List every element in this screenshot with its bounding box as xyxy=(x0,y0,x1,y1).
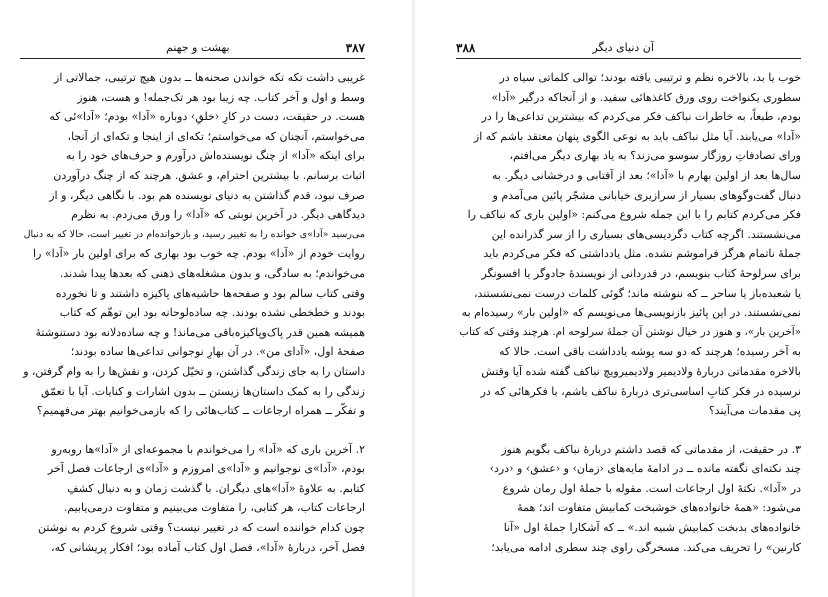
text-line: وقتی کتاب سالم بود و صفحه‌ها حاشیه‌های پاکیزه داشتند و تا نخورده xyxy=(55,286,365,300)
paragraph xyxy=(20,440,365,558)
text-line: می‌نشستند. اگرچه کتاب دگردیسی‌های بسیاری را از سر گذرانده این xyxy=(491,227,801,241)
text-line: ورای تصادفاتِ روزگار سوسو می‌زند؟ به یاد بهاری دیگر می‌افتم، xyxy=(509,149,801,163)
text-line: به آخر رسیده؛ هرچند که دو سه پوشه یادداشت باقی است. حالا که xyxy=(498,345,801,359)
text-line: چند نکته‌ای نگفته مانده ــ در ادامهٔ مایه‌های ‹زمان› و ‹عشق› و ‹درد› xyxy=(489,462,801,476)
text-line: نرسیده در فکر کتابِ اساسی‌تری دربارهٔ نباکف باشم، با فکرهائی که در xyxy=(480,384,801,398)
text-line: جملهٔ ناتمام هرگز فراموشم نشده. مثل یادداشتی که فکر می‌کردم باید xyxy=(483,247,801,261)
text-line: چون کدام خواننده است که در تغییر نیست؟ وقتی شروع کردم به نوشتن xyxy=(37,521,365,535)
text-line: «آدا» می‌یابند. آیا مثل نباکف باید به نوعی الگوی پنهان معتقد باشم که از xyxy=(473,129,801,143)
text-line: کارنین» را تحریف می‌کند. مسخرگی راوی چند سطری ادامه می‌یابد؛ xyxy=(491,540,801,554)
text-line: فصل آخر، دربارهٔ «آدا»، فصل اول کتاب آماده بود؛ افکار پریشانی که، xyxy=(51,540,365,554)
text-line: می‌شود: «همهٔ خانواده‌های خوشبخت کمابیش متفاوت اند؛ همهٔ xyxy=(517,501,801,515)
right-page-number: ۳۸۸ xyxy=(456,41,476,55)
text-line: وسط و اول و آخر کتاب. چه زیبا بود هر تک‌جمله! و هست، هنوز xyxy=(77,90,365,104)
text-line: می‌رسید «آدا»ی خوانده را به تغییر رسید، و بازخوانده‌ام در تغییر است، حالا که به دنبال xyxy=(23,228,365,240)
text-line: نمی‌نشستند. در این پائیز بازنویسی‌ها می‌نویسم که «اولین بار» رسیده‌ام به xyxy=(461,306,801,320)
text-line: زندگی را به کمک داستان‌ها زیستن ــ بدون اشارات و کنایات. آیا با تعمّق xyxy=(40,384,365,398)
text-line: فکر می‌کردم کتابم را با این جمله شروع می‌کنم: «اولین باری که نباکف را xyxy=(467,208,801,222)
text-line: صرف نبود، قدم گذاشتن به دنیای نویسنده هم بود. با نگاهی دیگر، و از xyxy=(49,188,365,202)
text-line: داستان را به جای زندگی گذاشتن، و تخیّل کردن، و نقش‌ها را به وام گرفتن، و xyxy=(23,364,365,378)
text-line: پی مقدمات می‌آیند؟ xyxy=(708,404,801,418)
text-line: می‌خواندم؛ به سادگی، و بدون مشغله‌های ذهنی که بعدها پیدا شدند. xyxy=(59,266,365,280)
paragraph xyxy=(456,440,801,558)
text-line: «آخرین بار»، و هنوز در خیال نوشتن آن جملهٔ سرلوحه ام. هرچند وقتی که کتاب xyxy=(459,325,801,338)
right-page xyxy=(414,0,828,597)
text-line: در «آدا». نکتهٔ اول ارجاعات است. مقوله‌ با جملهٔ اول رمان شروع xyxy=(502,481,801,495)
left-header-rule xyxy=(20,58,365,59)
text-line: همیشه همین قدر پاک‌وپاکیزه‌باقی می‌ماند! و چه ساده‌دلانه بود دستنوشتهٔ xyxy=(35,325,365,339)
text-line: ارجاعات کتاب، هر کتابی، را متفاوت می‌بینیم و متفاوت درمی‌یابیم. xyxy=(63,501,365,515)
right-page-header xyxy=(456,40,801,56)
text-line: هست. در حقیقت، دست در کارِ ‹خلقِ› دوباره «آدا» بودم؛ «آدا»ئی که xyxy=(49,110,365,124)
text-line: سال‌ها بعد از اولین بهارم با «آدا»؛ بعد از آفتابی و درخشانی دیگر. به xyxy=(491,168,801,182)
text-line: اثبات برسانم. با بیشترین احترام، و عشق. هرچند که از چنگ درآوردن xyxy=(53,168,365,182)
text-line: بودم، «آدا»ی نوجوانیم و «آدا»ی امروزم و «آدا»ی ارجاعات فصل آخر xyxy=(47,462,365,476)
left-page-number: ۳۸۷ xyxy=(345,41,365,55)
text-line: خوب یا بد، بالاخره نظم و ترتیبی یافته بودند؛ توالی کلماتی سیاه در xyxy=(499,71,801,84)
left-page-body xyxy=(20,68,365,557)
paragraph xyxy=(456,68,801,421)
text-line: می‌خواستم، آنچنان که می‌خواستم؛ تکه‌ای از اینجا و تکه‌ای از آنجا، xyxy=(67,129,365,143)
right-page-body xyxy=(456,68,801,557)
text-line: و تفکّر ــ همراه ارجاعات ــ کتاب‌هائی را که بازمی‌خوانیم بهتر می‌فهمیم؟ xyxy=(36,404,365,418)
text-line: غریبی داشت تکه تکه خواندن صحنه‌ها ــ بدون هیچ ترتیبی، جمالاتی از xyxy=(54,71,365,84)
text-line: بودند و خطخطی نشده بودند. چه ساده‌لوحانه بود این توهّم که کتاب xyxy=(59,306,365,320)
right-header-rule xyxy=(456,58,801,59)
text-line: بودم، طبعاً، به خاطرات نباکف فکر می‌کردم که بیشترین تداعی‌ها را در xyxy=(481,110,801,124)
text-line: سطوری یکنواخت روی ورق کاغذهائی سفید. و از آنجاکه درگیر «آدا» xyxy=(491,90,801,104)
text-line: دنبال گفت‌وگوهای بسیار از سرازیری خیابانی مشجّر پائین می‌آمدم و xyxy=(492,188,801,202)
text-line: ۳. در حقیقت، از مقدماتی که قصد داشتم دربارهٔ نباکف بگویم هنوز xyxy=(501,442,801,456)
text-line: روایت خودم از «آدا» بودم. چه خوب بود بهاری که برای اولین بار «آدا» را xyxy=(33,247,365,261)
text-line: بالاخره مقدماتی دربارهٔ ولادیمیر ولادیمیرویچ نباکف گفته شده آیا وقتش xyxy=(481,364,801,378)
text-line: برای اینکه «آدا» از چنگ نویسنده‌اش درآورم و حرف‌های خود را به xyxy=(65,149,365,163)
text-line: یا شعبده‌باز یا ساحر ــ که ننوشته ماند؛ گوئی کلمات درست نمی‌نشستند، xyxy=(473,286,801,300)
text-line: برای سرلوحهٔ کتاب بنویسم، در قدردانی از نویسندهٔ جادوگر یا افسونگر xyxy=(481,266,801,280)
right-running-title: آن دنیای دیگر xyxy=(592,41,654,54)
left-page-header xyxy=(20,40,365,56)
left-running-title: بهشت و جهنم xyxy=(166,41,230,54)
text-line: خانواده‌های بدبخت کمابیش شبیه اند.» ــ که آشکارا جملهٔ اول «آنا xyxy=(503,521,801,535)
text-line: دیدگاهی دیگر. در آخرین نوبتی که «آدا» را ورق می‌زدم. به نظرم xyxy=(71,208,365,222)
text-line: ۲. آخرین باری که «آدا» را می‌خواندم با مجموعه‌ای از «آدا»ها روبه‌رو xyxy=(51,442,365,456)
text-line: کتابم. به علاوهٔ «آدا»های دیگران. با گذشت زمان و به دنبال کشفِ xyxy=(67,481,365,495)
text-line: صفحهٔ اول، «آدای من». در آن بهارِ نوجوانی تداعی‌ها ساده بودند؛ xyxy=(70,345,365,359)
paragraph xyxy=(20,68,365,421)
